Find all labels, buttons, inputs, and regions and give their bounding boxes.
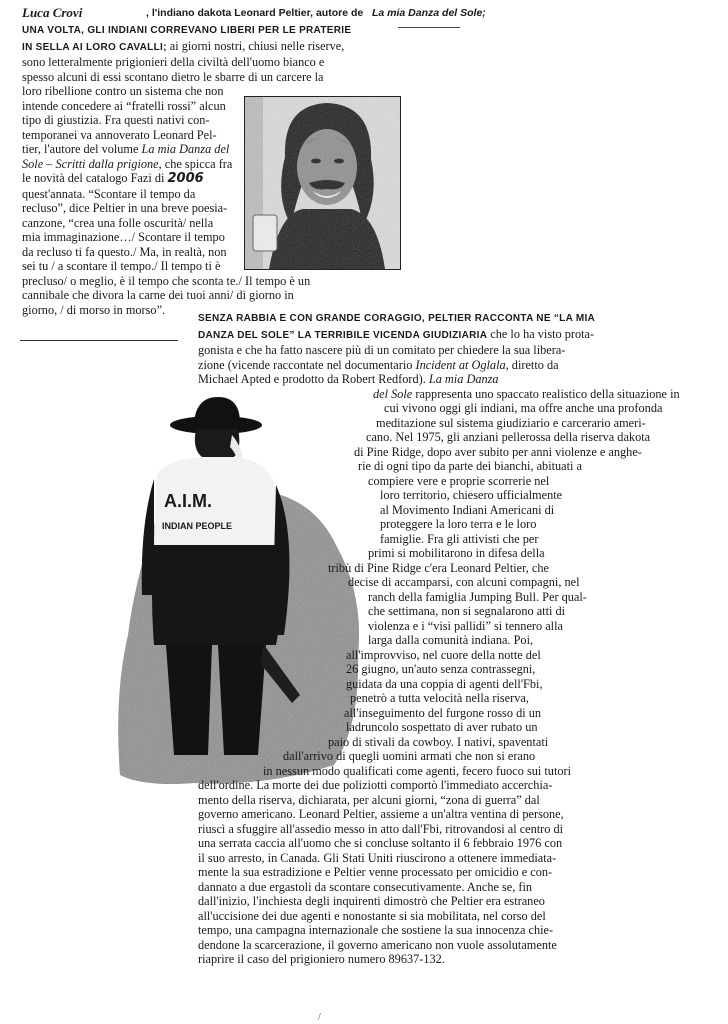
main-line: loro territorio, chiesero ufficialmente: [380, 488, 563, 502]
intro-line: le novità del catalogo Fazi di 2006: [22, 171, 204, 186]
main-line: decise di accamparsi, con alcuni compagni, nel: [348, 575, 580, 589]
main-line: mento della riserva, dichiarata, per alcuni giorni, “zona di guerra” dal: [198, 792, 540, 807]
main-line: governo americano. Leonard Peltier, assieme a un'altra ventina di persone,: [198, 807, 564, 821]
main-line: riaprire il caso del prigioniero numero 89637-132.: [198, 952, 445, 966]
main-line: dannato a due ergastoli da scontare consecutivamente. Anche se, fin: [198, 879, 533, 894]
main-line: primi si mobilitarono in difesa della: [368, 546, 545, 560]
intro-lead-line-1: UNA VOLTA, GLI INDIANI CORREVANO LIBERI PER LE PRATERIE: [22, 25, 352, 36]
main-line: il suo arresto, in Canada. Gli Stati Uniti riuscirono a ottenere immediata-: [198, 850, 557, 865]
main-line: ranch della famiglia Jumping Bull. Per qual-: [368, 589, 587, 604]
main-line: rie di ogni tipo da parte dei bianchi, abituati a: [358, 459, 583, 473]
main-line: tempo, una campagna internazionale che sostiene la sua innocenza chie-: [198, 923, 554, 937]
main-line: cano. Nel 1975, gli anziani pellerossa della riserva dakota: [366, 430, 651, 444]
main-line: al Movimento Indiani Americani di: [380, 502, 555, 517]
handwritten-year: 2006: [167, 171, 204, 186]
jacket-lettering-aim: A.I.M.: [164, 491, 212, 511]
book-title: La mia Danza del Sole;: [372, 7, 486, 19]
intro-column: [22, 24, 351, 317]
main-line: in nessun modo qualificati come agenti, fecero fuoco sui tutori: [263, 763, 572, 778]
main-line: meditazione sul sistema giudiziario e carcerario ameri-: [376, 415, 646, 430]
intro-line: sei tu / a scontare il tempo./ Il tempo ti è: [22, 259, 221, 273]
main-line: riuscì a sfuggire all'assedio messo in atto dall'Fbi, ritrovandosi al centro di: [198, 821, 564, 836]
scan-mark: /: [318, 1012, 321, 1023]
jacket-lettering-people: INDIAN PEOPLE: [162, 521, 233, 531]
intro-line: mia immaginazione…/ Scontare il tempo: [22, 230, 225, 244]
main-line: violenza e i “visi pallidi” si tennero alla: [368, 618, 563, 633]
main-lead-line-2: DANZA DEL SOLE” LA TERRIBILE VICENDA GIUDIZIARIA che lo ha visto prota-: [198, 326, 595, 341]
section-divider: [20, 340, 178, 341]
intro-line: da recluso ti fa questo./ Ma, in realtà, non: [22, 244, 227, 259]
header-subtitle: , l'indiano dakota Leonard Peltier, autore de: [146, 7, 364, 19]
intro-line: spesso alcuni di essi scontano dietro le sbarre di un carcere la: [22, 69, 324, 84]
intro-line: quest'annata. “Scontare il tempo da: [22, 186, 196, 201]
main-line: dall'inizio, l'inchiesta degli inquirenti dimostrò che Peltier era estraneo: [198, 894, 545, 908]
main-line: di Pine Ridge, dopo aver subito per anni violenze e anghe-: [354, 444, 642, 459]
intro-line: recluso”, dice Peltier in una breve poesia-: [22, 201, 228, 215]
intro-line: temporanei va annoverato Leonard Pel-: [22, 127, 217, 142]
main-line: cui vivono oggi gli indiani, ma offre anche una profonda: [384, 401, 663, 415]
intro-line: giorno, / di morso in morso”.: [22, 302, 166, 317]
main-line: compiere vere e proprie scorrerie nel: [368, 473, 550, 488]
main-line: 26 giugno, un'auto senza contrassegni,: [346, 662, 536, 676]
main-line: famiglie. Fra gli attivisti che per: [380, 531, 539, 546]
intro-line: tipo di giustizia. Fra questi nativi con-: [22, 113, 210, 127]
main-line: Michael Apted e prodotto da Robert Redford). La mia Danza: [198, 372, 499, 386]
main-line: dall'arrivo di quegli uomini armati che non si erano: [283, 749, 536, 763]
intro-line: tier, l'autore del volume La mia Danza del: [22, 142, 230, 156]
main-line: zione (vicende raccontate nel documentario Incident at Oglala, diretto da: [198, 357, 559, 372]
main-line: gonista e che ha fatto nascere più di un comitato per chiedere la sua libera-: [198, 343, 566, 357]
main-line: all'improvviso, nel cuore della notte del: [346, 647, 541, 662]
intro-line: intende concedere ai “fratelli rossi” alcun: [22, 98, 226, 113]
main-line: del Sole rappresenta uno spaccato realistico della situazione in: [373, 386, 680, 401]
main-line: guidata da una coppia di agenti dell'Fbi,: [346, 676, 543, 691]
intro-line-2: IN SELLA AI LORO CAVALLI; ai giorni nostri, chiusi nelle riserve,: [22, 38, 345, 53]
intro-line: canzone, “crea una folle oscurità/ nella: [22, 215, 214, 230]
main-column: [198, 312, 680, 967]
intro-line: sono letteralmente prigionieri della civiltà dell'uomo bianco e: [22, 55, 325, 69]
author-name: Luca Crovi: [22, 5, 83, 20]
main-line: paio di stivali da cowboy. I nativi, spaventati: [328, 734, 549, 749]
main-line: tribù di Pine Ridge c'era Leonard Peltier, che: [328, 560, 549, 575]
main-line: penetrò a tutta velocità nella riserva,: [350, 691, 529, 705]
main-line: dell'ordine. La morte dei due poliziotti comportò l'immediato accerchia-: [198, 778, 553, 792]
main-line: mente la sua estradizione e Peltier venne processato per omicidio e con-: [198, 865, 553, 879]
main-line: proteggere la loro terra e le loro: [380, 517, 537, 531]
main-line: all'inseguimento del furgone rosso di un: [344, 705, 542, 720]
intro-line: loro ribellione contro un sistema che non: [22, 84, 224, 98]
intro-line: precluso/ o meglio, è il tempo che sconta te./ Il tempo è un: [22, 273, 311, 288]
main-line: dendone la scarcerazione, il governo americano non vuole assolutamente: [198, 937, 557, 952]
main-lead-line-1: SENZA RABBIA E CON GRANDE CORAGGIO, PELTIER RACCONTA NE “LA MIA: [198, 313, 596, 324]
main-line: ladruncolo sospettato di aver rubato un: [346, 720, 538, 734]
main-line: che settimana, non si segnalarono atti di: [368, 604, 566, 618]
header-underline: [398, 27, 460, 28]
main-line: una serrata caccia all'uomo che si concluse soltanto il 6 febbraio 1976 con: [198, 836, 563, 850]
main-line: all'uccisione dei due agenti e nonostante si sia mobilitata, nel corso del: [198, 908, 546, 923]
intro-line: Sole – Scritti dalla prigione, che spicca fra: [22, 156, 233, 171]
main-line: larga dalla comunità indiana. Poi,: [368, 633, 534, 647]
intro-line: cannibale che divora la carne dei tuoi anni/ di giorno in: [22, 288, 294, 302]
